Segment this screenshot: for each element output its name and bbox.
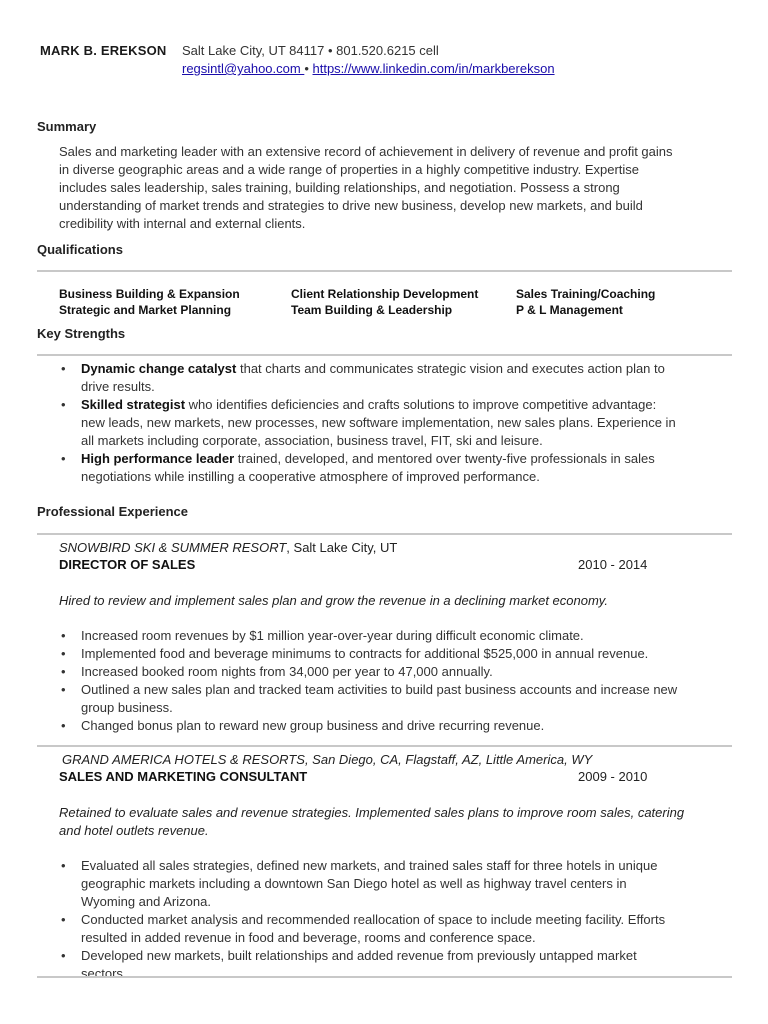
qualifications-divider	[37, 270, 732, 272]
list-item: • Increased room revenues by $1 million year-over-year during difficult economic climate.	[59, 627, 679, 645]
strength-title: Skilled strategist	[81, 397, 186, 412]
contact-links	[182, 61, 555, 76]
list-item	[59, 396, 679, 450]
list-item: • Changed bonus plan to reward new group business and drive recurring revenue.	[59, 717, 679, 735]
company-location: , Salt Lake City, UT	[286, 540, 398, 555]
qualifications-heading: Qualifications	[37, 242, 123, 257]
qualification-item: Business Building & Expansion	[59, 287, 240, 301]
job-divider	[37, 745, 732, 747]
list-item: • Increased booked room nights from 34,000 per year to 47,000 annually.	[59, 663, 679, 681]
company-name: SNOWBIRD SKI & SUMMER RESORT	[59, 540, 287, 555]
job-achievements-list	[59, 627, 679, 735]
company-location: , San Diego, CA, Flagstaff, AZ, Little America, WY	[304, 752, 593, 767]
candidate-name: MARK B. EREKSON	[40, 43, 167, 58]
job-dates: 2010 - 2014	[578, 557, 648, 572]
list-item	[59, 360, 679, 396]
summary-heading: Summary	[37, 119, 97, 134]
qualification-item: Sales Training/Coaching	[516, 287, 656, 301]
qualification-item: Strategic and Market Planning	[59, 303, 232, 317]
summary-text: Sales and marketing leader with an extensive record of achievement in delivery of revenue and profit gains in diverse geographic areas and a wide range of properties in a highly competitive industry. Expertise includes sales leadership, sales training, building relationships, and negotiation. Possess a strong understanding of market trends and strategies to drive new business, develop new markets, and build credibility with internal and external clients.	[59, 144, 673, 231]
experience-heading: Professional Experience	[37, 504, 189, 519]
list-item: • Implemented food and beverage minimums to contracts for additional $525,000 in annual revenue.	[59, 645, 679, 663]
strength-text: that charts and communicates strategic vision and executes action plan to drive results.	[81, 361, 665, 394]
strength-text: who identifies deficiencies and crafts solutions to improve competitive advantage: new leads, new markets, new processes, new software implementation, new sales plans. Experience in all markets including corporate, association, business travel, FIT, ski and leisure.	[81, 397, 676, 448]
key-strengths-divider	[37, 354, 732, 356]
company-name: GRAND AMERICA HOTELS & RESORTS	[62, 752, 305, 767]
linkedin-link[interactable]: https://www.linkedin.com/in/markberekson	[312, 61, 555, 76]
job-achievements-list	[59, 857, 684, 983]
job-intro: Hired to review and implement sales plan and grow the revenue in a declining market economy.	[59, 593, 608, 608]
strength-text: trained, developed, and mentored over twenty-five professionals in sales negotiations while instilling a cooperative atmosphere of improved performance.	[81, 451, 655, 484]
contact-separator: •	[304, 61, 309, 76]
list-item: • Conducted market analysis and recommended reallocation of space to include meeting facility. Efforts resulted in added revenue in food and beverage, rooms and conference space.	[59, 911, 684, 947]
key-strengths-heading: Key Strengths	[37, 326, 126, 341]
contact-address-phone: Salt Lake City, UT 84117 • 801.520.6215 cell	[182, 43, 439, 58]
job-title: DIRECTOR OF SALES	[59, 557, 196, 572]
key-strengths-list	[59, 360, 679, 486]
list-item: • Outlined a new sales plan and tracked team activities to build past business accounts and increase new group business.	[59, 681, 679, 717]
qualification-item: Client Relationship Development	[291, 287, 479, 301]
job-company	[59, 540, 397, 555]
bottom-divider	[37, 976, 732, 978]
strength-title: Dynamic change catalyst	[81, 361, 237, 376]
qualifications-col-1	[59, 286, 240, 318]
qualifications-col-2	[291, 286, 478, 318]
qualification-item: Team Building & Leadership	[291, 303, 453, 317]
list-item: • Developed new markets, built relationships and added revenue from previously untapped market sectors.	[59, 947, 684, 983]
job-dates: 2009 - 2010	[578, 769, 648, 784]
email-link[interactable]: regsintl@yahoo.com	[182, 61, 305, 76]
experience-divider	[37, 533, 732, 535]
job-company	[62, 752, 592, 767]
strength-title: High performance leader	[81, 451, 235, 466]
qualifications-col-3	[516, 286, 655, 318]
list-item: • Evaluated all sales strategies, defined new markets, and trained sales staff for three hotels in unique geographic markets including a downtown San Diego hotel as well as highway travel centers in Wyoming and Arizona.	[59, 857, 684, 911]
list-item	[59, 450, 679, 486]
job-intro: Retained to evaluate sales and revenue strategies. Implemented sales plans to improve room sales, catering and hotel outlets revenue.	[59, 805, 685, 838]
qualification-item: P & L Management	[516, 303, 623, 317]
job-title: SALES AND MARKETING CONSULTANT	[59, 769, 308, 784]
